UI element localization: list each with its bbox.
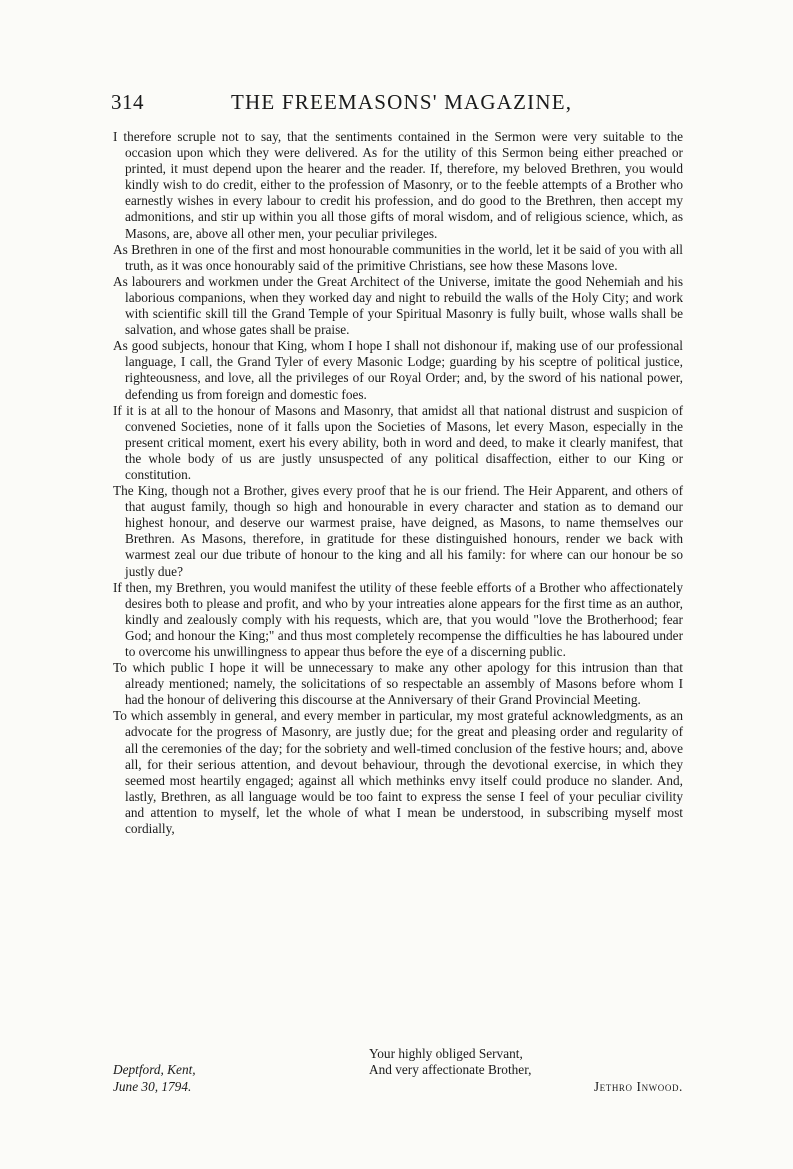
paragraph-if-then: If then, my Brethren, you would manifest the utility of these feeble efforts of a Brother who affectionately desires both to please and profit, and who by your intreaties alone appears for the first time as an author, kindly and zealously comply with his requests, which are, that you would "love the Brotherhood; fear God; and honour the King;" and thus most completely recompense the difficulties he has laboured under to overcome his unwillingness to appear thus before the eye of a discerning public.	[113, 579, 683, 659]
paragraph-labourers: As labourers and workmen under the Great Architect of the Universe, imitate the good Nehemiah and his laborious companions, when they worked day and night to rebuild the walls of the Holy City; and work with scientific skill till the Grand Temple of your Spiritual Masonry is fully built, whose walls shall be salvation, and whose gates shall be praise.	[113, 273, 683, 338]
running-title: THE FREEMASONS' MAGAZINE,	[231, 90, 573, 114]
paragraph-to-which-public: To which public I hope it will be unnecessary to make any other apology for this intrusion than that already mentioned; namely, the solicitations of so respectable an assembly of Masons before whom I had the honour of delivering this discourse at the Anniversary of their Grand Provincial Meeting.	[113, 660, 683, 708]
brother-line: And very affectionate Brother,	[369, 1062, 532, 1078]
paragraph-brethren-communities: As Brethren in one of the first and most honourable communities in the world, let it be said of you with all truth, as it was once honourably said of the primitive Christians, see how these Masons love.	[113, 241, 683, 273]
sermon-text	[113, 129, 683, 837]
letter-closing	[113, 1046, 683, 1095]
paragraph-the-king: The King, though not a Brother, gives every proof that he is our friend. The Heir Apparent, and others of that august family, though so high and honourable in every character and station as to demand our highest honour, and deserve our warmest praise, have deigned, as Masons, to name themselves our Brethren. As Masons, therefore, in gratitude for these distinguished honours, render we back with warmest zeal our due tribute of honour to the king and all his family: for where can our honour be so justly due?	[113, 483, 683, 579]
paragraph-good-subjects: As good subjects, honour that King, whom I hope I shall not dishonour if, making use of our professional language, I call, the Grand Tyler of every Masonic Lodge; guarding by his sceptre of political justice, righteousness, and love, all the privileges of our Royal Order; and, by the sword of his national power, defending us from foreign and domestic foes.	[113, 338, 683, 402]
paragraph-scruple: I therefore scruple not to say, that the sentiments contained in the Sermon were very suitable to the occasion upon which they were delivered. As for the utility of this Sermon being either preached or printed, it must depend upon the hearer and the reader. If, therefore, my beloved Brethren, you would kindly wish to do credit, either to the profession of Masonry, or to the feeble attempts of a Brother who earnestly wishes in every labour to credit his profession, and do good to the Brethren, then accept my admonitions, and stir up within you all those gifts of moral wisdom, and of religious science, which, as Masons, are, above all other men, your peculiar privileges.	[113, 129, 683, 241]
signature: Jethro Inwood.	[593, 1078, 683, 1094]
date-line: June 30, 1794.	[113, 1078, 192, 1094]
salutation: Your highly obliged Servant,	[369, 1046, 523, 1061]
page-header	[111, 88, 681, 122]
paragraph-honour-of-masons: If it is at all to the honour of Masons and Masonry, that amidst all that national distrust and suspicion of convened Societies, none of it falls upon the Societies of Masons, let every Mason, especially in the present critical moment, exert his every ability, both in word and deed, to make it clearly manifest, that the whole body of us are justly unsuspected of any political disaffection, either to our King or constitution.	[113, 402, 683, 482]
page-number: 314	[111, 90, 144, 114]
place-line: Deptford, Kent,	[113, 1062, 196, 1078]
paragraph-to-which-assembly: To which assembly in general, and every member in particular, my most grateful acknowledgments, as an advocate for the progress of Masonry, are justly due; for the great and pleasing order and regularity of all the ceremonies of the day; for the sobriety and well-timed conclusion of the festive hours; and, above all, for their serious attention, and devout behaviour, through the devotional exercise, in which they seemed most heartily engaged; against all which methinks envy itself could produce no slander. And, lastly, Brethren, as all language would be too faint to express the sense I feel of your peculiar civility and attention to myself, let the whole of what I mean be understood, in subscribing myself most cordially,	[113, 708, 683, 837]
